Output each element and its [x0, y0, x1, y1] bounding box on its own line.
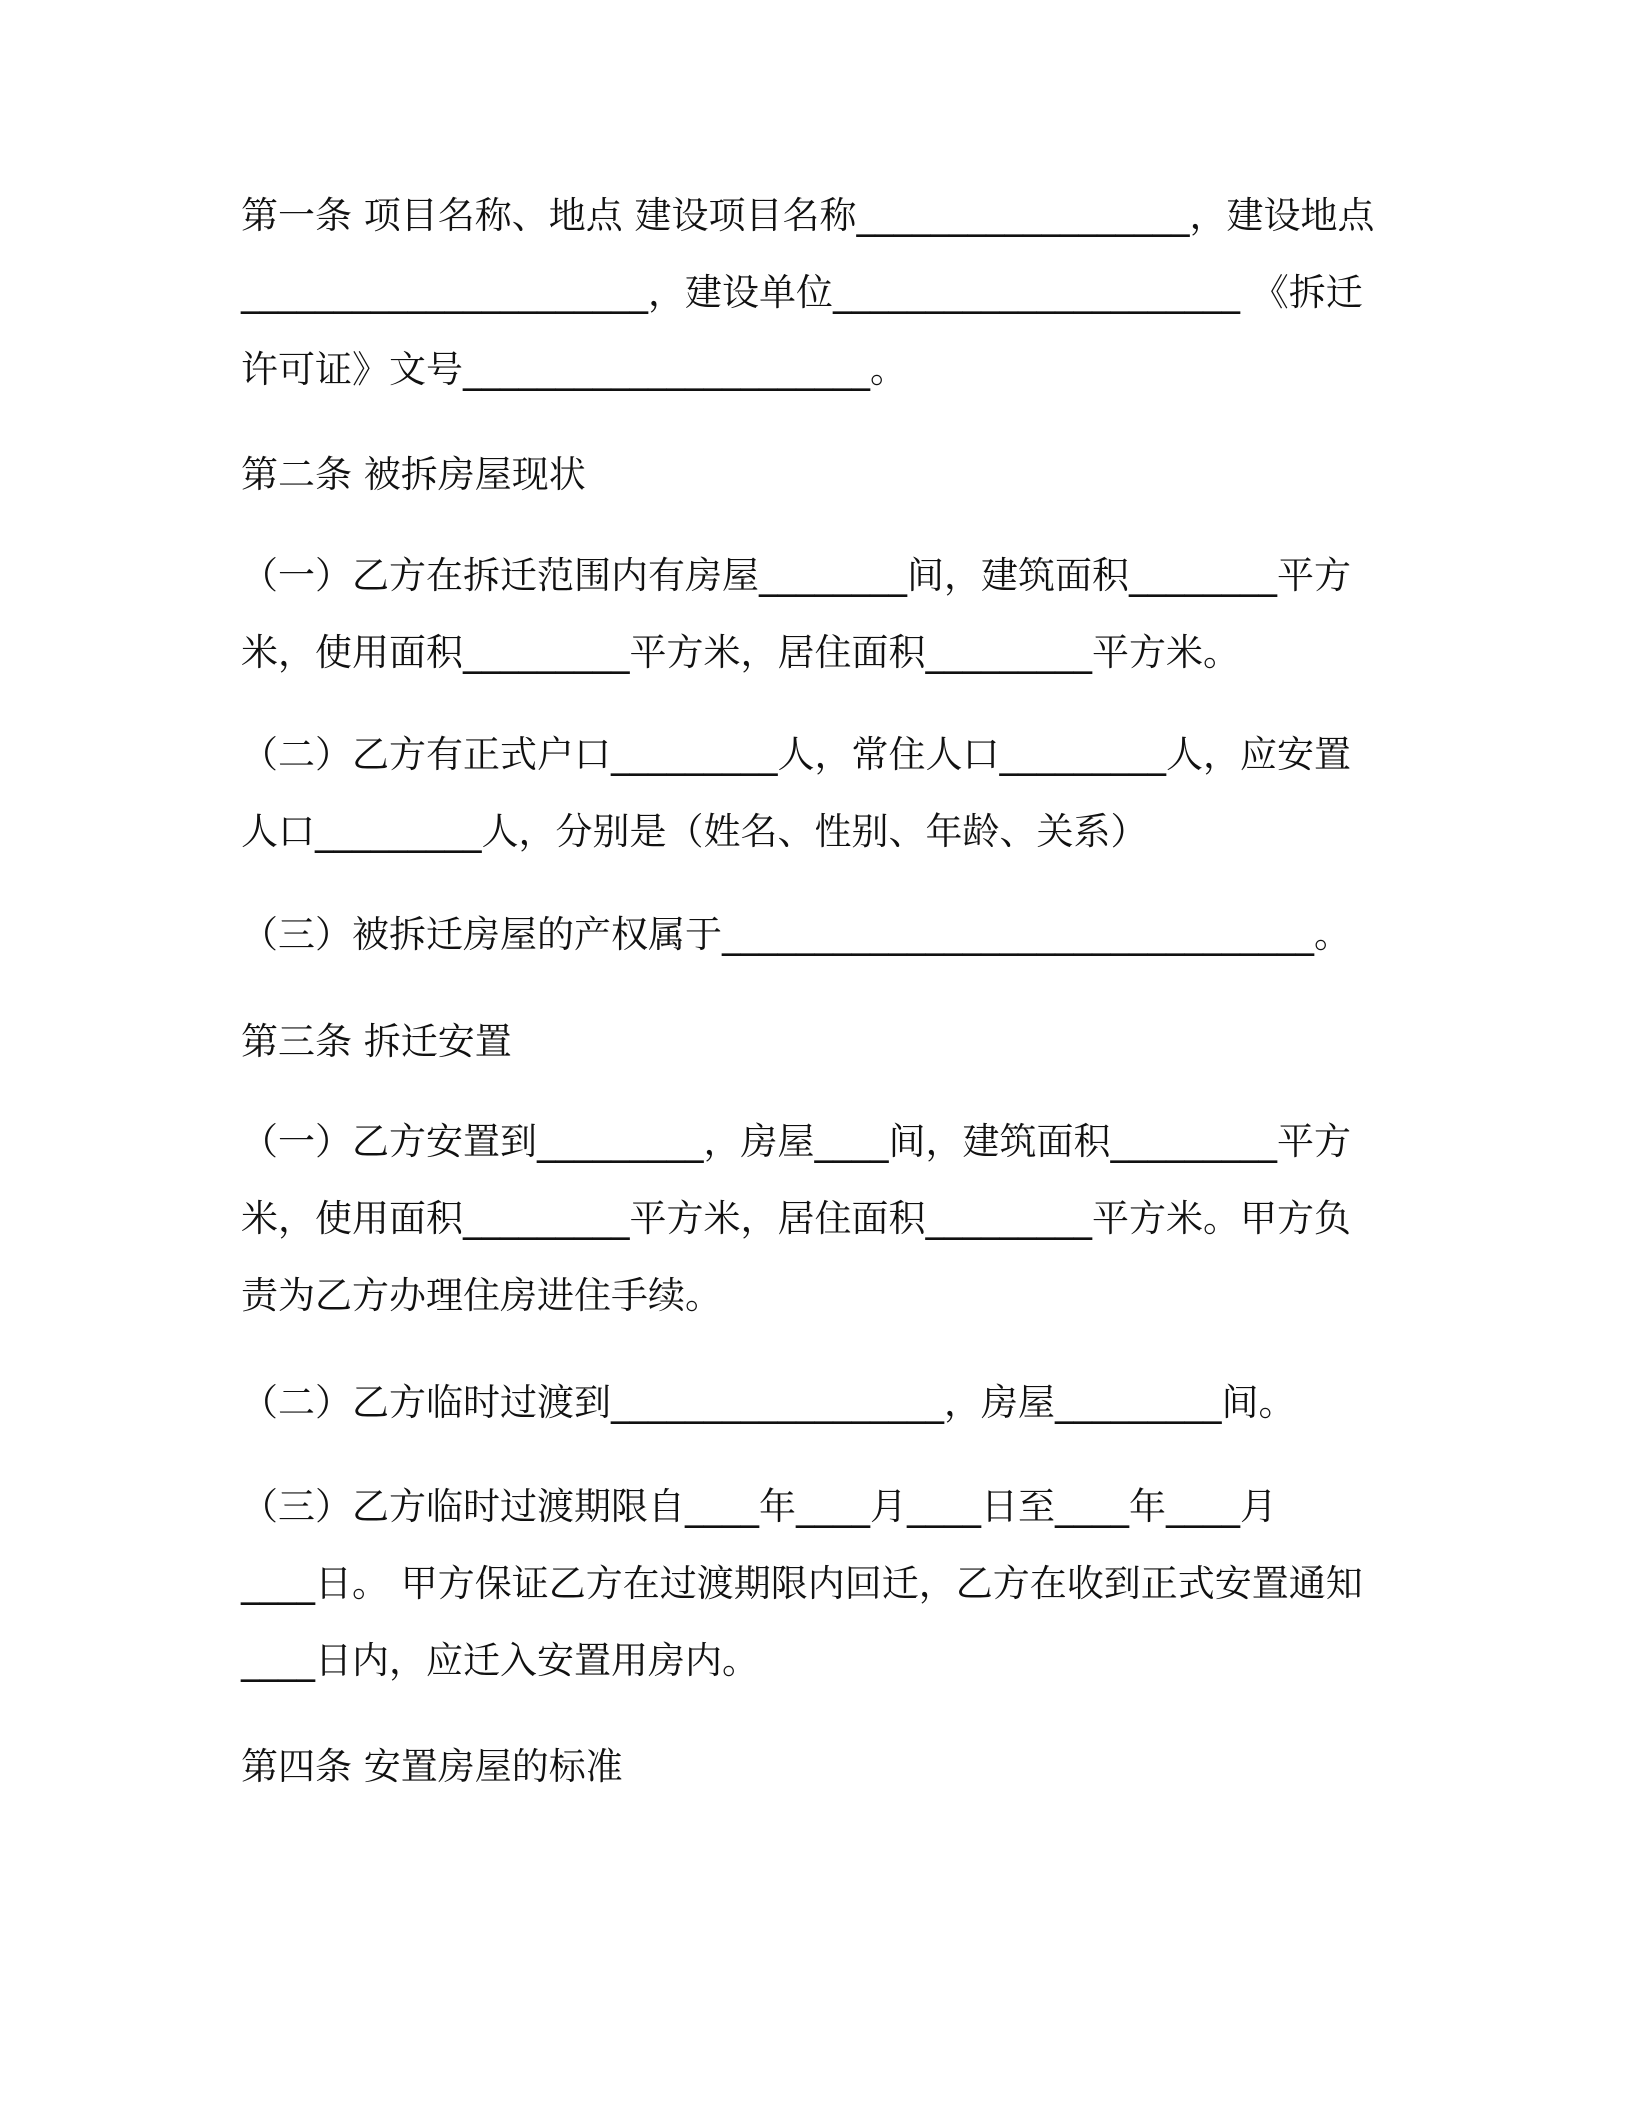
- article-3-item-2: [241, 1364, 1391, 1441]
- article-3-item-1-line-2: 米，使用面积_________平方米，居住面积_________平方米。甲方负: [241, 1197, 1351, 1240]
- article-2-item-1-line-1: （一）乙方在拆迁范围内有房屋________间，建筑面积________平方: [241, 554, 1351, 597]
- article-3-item-3: [241, 1468, 1391, 1699]
- article-2-item-2-line-2: 人口_________人，分别是（姓名、性别、年龄、关系）: [241, 810, 1148, 853]
- article-3-item-1-line-1: （一）乙方安置到_________，房屋____间，建筑面积_________平方: [241, 1120, 1351, 1163]
- article-2-item-1-line-2: 米，使用面积_________平方米，居住面积_________平方米。: [241, 631, 1240, 674]
- article-3-item-3-line-3: ____日内，应迁入安置用房内。: [241, 1639, 759, 1682]
- article-3-item-1: [241, 1103, 1391, 1334]
- article-2-item-2: [241, 716, 1391, 870]
- article-4-heading: 第四条 安置房屋的标准: [241, 1745, 623, 1788]
- article-2-item-3: [241, 896, 1391, 973]
- article-3-item-2-line-1: （二）乙方临时过渡到__________________，房屋_________间。: [241, 1381, 1296, 1424]
- article-1-line-2: ______________________，建设单位______________________ 《拆迁: [241, 271, 1363, 314]
- article-3-heading: 第三条 拆迁安置: [241, 1020, 512, 1063]
- article-2-heading: 第二条 被拆房屋现状: [241, 453, 586, 496]
- article-1-line-3: 许可证》文号______________________。: [241, 348, 907, 391]
- article-3-item-1-line-3: 责为乙方办理住房进住手续。: [241, 1274, 722, 1317]
- article-1: [241, 177, 1391, 408]
- article-3-item-3-line-2: ____日。 甲方保证乙方在过渡期限内回迁，乙方在收到正式安置通知: [241, 1562, 1363, 1605]
- article-2-item-3-line-1: （三）被拆迁房屋的产权属于________________________________。: [241, 913, 1351, 956]
- article-3-item-3-line-1: （三）乙方临时过渡期限自____年____月____日至____年____月: [241, 1485, 1277, 1528]
- article-1-line-1: 第一条 项目名称、地点 建设项目名称__________________，建设地点: [241, 194, 1375, 237]
- article-2-item-2-line-1: （二）乙方有正式户口_________人，常住人口_________人，应安置: [241, 733, 1351, 776]
- article-2-item-1: [241, 537, 1391, 691]
